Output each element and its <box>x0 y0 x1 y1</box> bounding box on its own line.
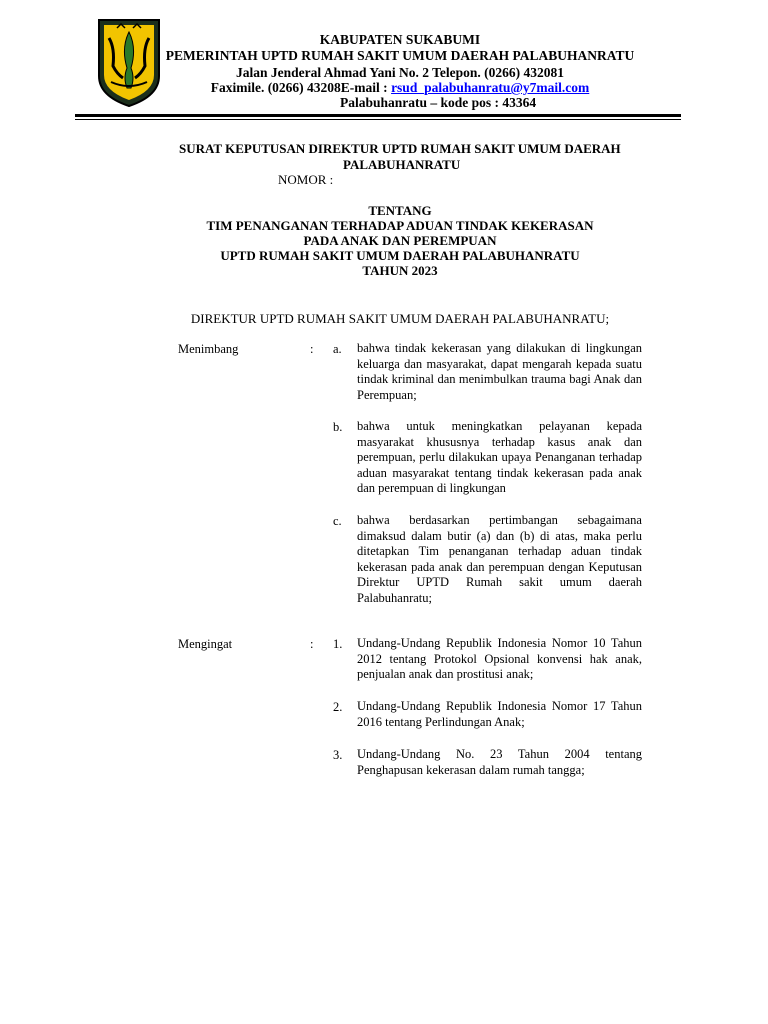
letterhead-contact <box>160 80 640 95</box>
menimbang-item-b: bahwa untuk meningkatkan pelayanan kepada masyarakat khususnya terhadap kasus anak dan perempuan, perlu dilakukan upaya Penanganan terhadap aduan masyarakat tentang tindak kekerasan pada anak dan perempuan di lingkungan <box>357 419 642 495</box>
letterhead-divider-thin <box>75 119 681 120</box>
email-link[interactable]: rsud_palabuhanratu@y7mail.com <box>391 80 590 95</box>
decree-heading: SURAT KEPUTUSAN DIREKTUR UPTD RUMAH SAKIT UMUM DAERAH <box>179 141 621 156</box>
decree-subject-line1: TIM PENANGANAN TERHADAP ADUAN TINDAK KEKERASAN <box>206 218 594 233</box>
menimbang-marker-b: b. <box>333 420 343 434</box>
mengingat-marker-3: 3. <box>333 748 343 762</box>
mengingat-marker-1: 1. <box>333 637 343 651</box>
menimbang-item-c: bahwa berdasarkan pertimbangan sebagaimana dimaksud dalam butir (a) dan (b) di atas, maka perlu ditetapkan Tim penanganan terhadap aduan tindak kekerasan pada anak dan perempuan dengan Keputusan Direktur UPTD Rumah sakit umum daerah Palabuhanratu; <box>357 513 642 605</box>
letterhead-address: Jalan Jenderal Ahmad Yani No. 2 Telepon. (0266) 432081 <box>235 65 565 80</box>
decree-heading-cont: PALABUHANRATU <box>343 157 461 172</box>
mengingat-item-1: Undang-Undang Republik Indonesia Nomor 10 Tahun 2012 tentang Protokol Opsional konvensi hak anak, penjualan anak dan prostitusi anak; <box>357 636 642 681</box>
letterhead-government: PEMERINTAH UPTD RUMAH SAKIT UMUM DAERAH PALABUHANRATU <box>165 48 635 63</box>
menimbang-marker-a: a. <box>333 342 342 356</box>
decree-tentang: TENTANG <box>368 203 432 218</box>
menimbang-item-a: bahwa tindak kekerasan yang dilakukan di lingkungan keluarga dan masyarakat, dapat mengarah kepada suatu tindak kriminal dan menimbulkan trauma bagi Anak dan Perempuan; <box>357 341 642 402</box>
director-title: DIREKTUR UPTD RUMAH SAKIT UMUM DAERAH PALABUHANRATU; <box>190 311 610 326</box>
letterhead-postal: Palabuhanratu – kode pos : 43364 <box>340 95 537 110</box>
decree-year: TAHUN 2023 <box>362 263 438 278</box>
letterhead-fax: Faximile. (0266) 43208E-mail : <box>210 80 392 95</box>
menimbang-label: Menimbang <box>178 342 239 356</box>
letterhead-regency: KABUPATEN SUKABUMI <box>319 32 481 47</box>
decree-subject-line2: PADA ANAK DAN PEREMPUAN <box>303 233 497 248</box>
menimbang-marker-c: c. <box>333 514 342 528</box>
menimbang-colon: : <box>310 342 314 356</box>
decree-subject-line3: UPTD RUMAH SAKIT UMUM DAERAH PALABUHANRATU <box>220 248 580 263</box>
mengingat-label: Mengingat <box>178 637 233 651</box>
mengingat-item-2: Undang-Undang Republik Indonesia Nomor 17 Tahun 2016 tentang Perlindungan Anak; <box>357 699 642 729</box>
decree-number: NOMOR : <box>278 172 334 187</box>
mengingat-marker-2: 2. <box>333 700 343 714</box>
kabupaten-sukabumi-emblem-icon <box>97 18 161 108</box>
mengingat-item-3: Undang-Undang No. 23 Tahun 2004 tentang Penghapusan kekerasan dalam rumah tangga; <box>357 747 642 777</box>
mengingat-colon: : <box>310 637 314 651</box>
letterhead-divider-thick <box>75 114 681 117</box>
